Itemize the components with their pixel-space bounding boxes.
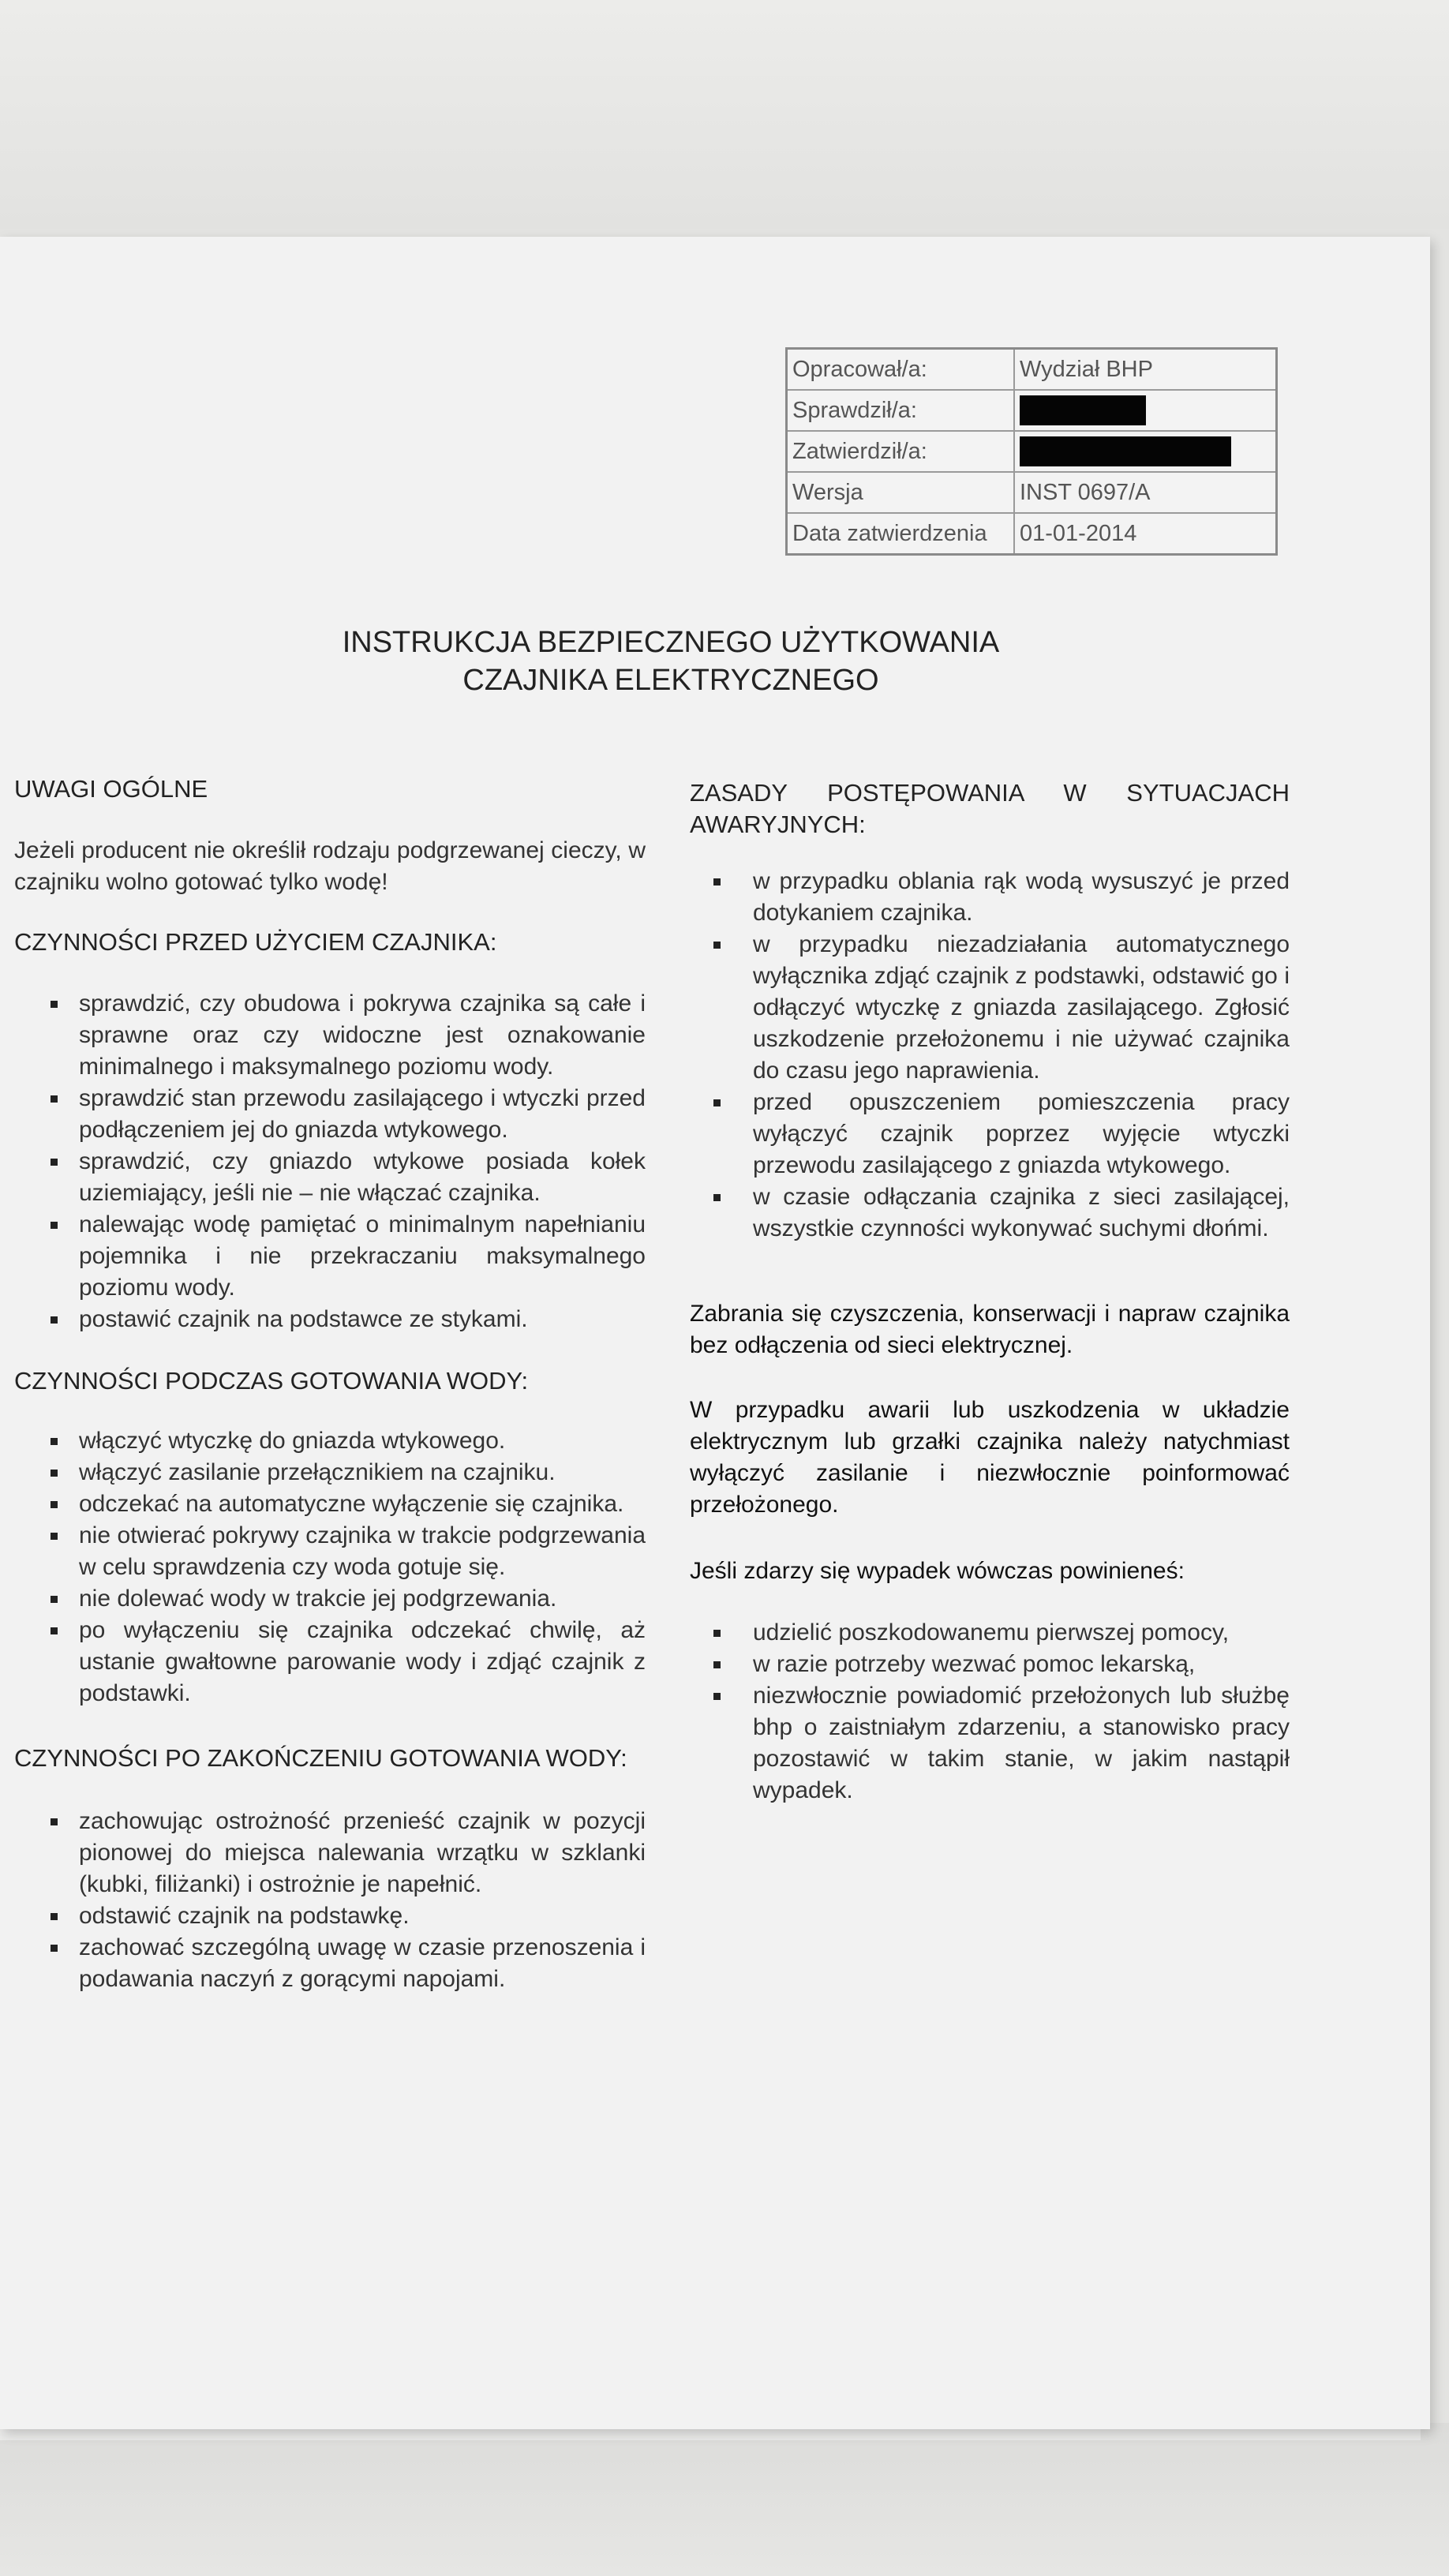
failure-text: W przypadku awarii lub uszkodzenia w układzie elektrycznym lub grzałki czajnika należy natychmiast wyłączyć zasilanie i niezwłocznie poinformować przełożonego. [690, 1397, 1290, 1518]
version-value: INST 0697/A [1014, 472, 1277, 513]
redaction-bar [1020, 395, 1146, 425]
list-item: przed opuszczeniem pomieszczenia pracy wyłączyć czajnik poprzez wyjęcie wtyczki przewodu zasilającego z gniazda wtykowego. [690, 1087, 1290, 1181]
general-notes-text: Jeżeli producent nie określił rodzaju podgrzewanej cieczy, w czajniku wolno gotować tylko wodę! [14, 837, 646, 895]
during-boiling-list [14, 1425, 646, 1709]
table-row [787, 431, 1277, 472]
prohibition-text: Zabrania się czyszczenia, konserwacji i napraw czajnika bez odłączenia od sieci elektrycznej. [690, 1301, 1290, 1358]
list-item: zachowując ostrożność przenieść czajnik w pozycji pionowej do miejsca nalewania wrzątku w szklanki (kubki, filiżanki) i ostrożnie je napełnić. [14, 1806, 646, 1900]
prepared-by-label: Opracował/a: [787, 349, 1015, 391]
list-item: postawić czajnik na podstawce ze stykami. [14, 1304, 646, 1335]
approved-by-label: Zatwierdził/a: [787, 431, 1015, 472]
list-item: zachować szczególną uwagę w czasie przenoszenia i podawania naczyń z gorącymi napojami. [14, 1932, 646, 1995]
accident-list [690, 1617, 1290, 1807]
list-item: w przypadku oblania rąk wodą wysuszyć je przed dotykaniem czajnika. [690, 866, 1290, 929]
list-item: w razie potrzeby wezwać pomoc lekarską, [690, 1649, 1290, 1680]
list-item: odczekać na automatyczne wyłączenie się czajnika. [14, 1488, 646, 1520]
after-boiling-heading: CZYNNOŚCI PO ZAKOŃCZENIU GOTOWANIA WODY: [14, 1744, 627, 1772]
list-item: odstawić czajnik na podstawkę. [14, 1900, 646, 1932]
table-row [787, 472, 1277, 513]
before-use-heading: CZYNNOŚCI PRZED UŻYCIEM CZAJNIKA: [14, 928, 497, 956]
list-item: sprawdzić, czy gniazdo wtykowe posiada kołek uziemiający, jeśli nie – nie włączać czajnika. [14, 1146, 646, 1209]
backdrop-bottom [0, 2423, 1449, 2576]
title-line-1: INSTRUKCJA BEZPIECZNEGO UŻYTKOWANIA [342, 626, 1000, 659]
list-item: udzielić poszkodowanemu pierwszej pomocy, [690, 1617, 1290, 1649]
checked-by-value [1014, 390, 1277, 431]
version-label: Wersja [787, 472, 1015, 513]
approved-by-value [1014, 431, 1277, 472]
list-item: włączyć wtyczkę do gniazda wtykowego. [14, 1425, 646, 1457]
accident-heading: Jeśli zdarzy się wypadek wówczas powinieneś: [690, 1558, 1185, 1584]
list-item: nie dolewać wody w trakcie jej podgrzewania. [14, 1583, 646, 1615]
title-line-2: CZAJNIKA ELEKTRYCZNEGO [462, 664, 879, 697]
table-row [787, 513, 1277, 555]
list-item: w przypadku niezadziałania automatycznego wyłącznika zdjąć czajnik z podstawki, odstawić go i odłączyć wtyczkę z gniazda zasilającego. Zgłosić uszkodzenie przełożonemu i nie używać czajnika do czasu jego naprawienia. [690, 929, 1290, 1087]
list-item: włączyć zasilanie przełącznikiem na czajniku. [14, 1457, 646, 1488]
redaction-bar [1020, 436, 1231, 466]
approval-date-value: 01-01-2014 [1014, 513, 1277, 555]
document-metadata-table [785, 347, 1278, 556]
after-boiling-list [14, 1806, 646, 1995]
before-use-list [14, 988, 646, 1335]
left-column [14, 773, 646, 1995]
prepared-by-value: Wydział BHP [1014, 349, 1277, 391]
during-boiling-heading: CZYNNOŚCI PODCZAS GOTOWANIA WODY: [14, 1367, 529, 1395]
list-item: nie otwierać pokrywy czajnika w trakcie podgrzewania w celu sprawdzenia czy woda gotuje się. [14, 1520, 646, 1583]
list-item: po wyłączeniu się czajnika odczekać chwilę, aż ustanie gwałtowne parowanie wody i zdjąć czajnik z podstawki. [14, 1615, 646, 1709]
list-item: w czasie odłączania czajnika z sieci zasilającej, wszystkie czynności wykonywać suchymi dłońmi. [690, 1181, 1290, 1245]
table-row [787, 349, 1277, 391]
table-row [787, 390, 1277, 431]
general-notes-heading: UWAGI OGÓLNE [14, 775, 208, 803]
approval-date-label: Data zatwierdzenia [787, 513, 1015, 555]
backdrop-top [0, 0, 1449, 229]
checked-by-label: Sprawdził/a: [787, 390, 1015, 431]
list-item: niezwłocznie powiadomić przełożonych lub służbę bhp o zaistniałym zdarzeniu, a stanowisko pracy pozostawić w takim stanie, w jakim nastąpił wypadek. [690, 1680, 1290, 1807]
emergency-list [690, 866, 1290, 1245]
right-column [690, 777, 1290, 1807]
list-item: nalewając wodę pamiętać o minimalnym napełnianiu pojemnika i nie przekraczaniu maksymalnego poziomu wody. [14, 1209, 646, 1304]
list-item: sprawdzić stan przewodu zasilającego i wtyczki przed podłączeniem jej do gniazda wtykowego. [14, 1083, 646, 1146]
list-item: sprawdzić, czy obudowa i pokrywa czajnika są całe i sprawne oraz czy widoczne jest oznakowanie minimalnego i maksymalnego poziomu wody. [14, 988, 646, 1083]
page-title [300, 623, 1042, 699]
emergency-heading: ZASADY POSTĘPOWANIA W SYTUACJACH AWARYJNYCH: [690, 779, 1290, 838]
